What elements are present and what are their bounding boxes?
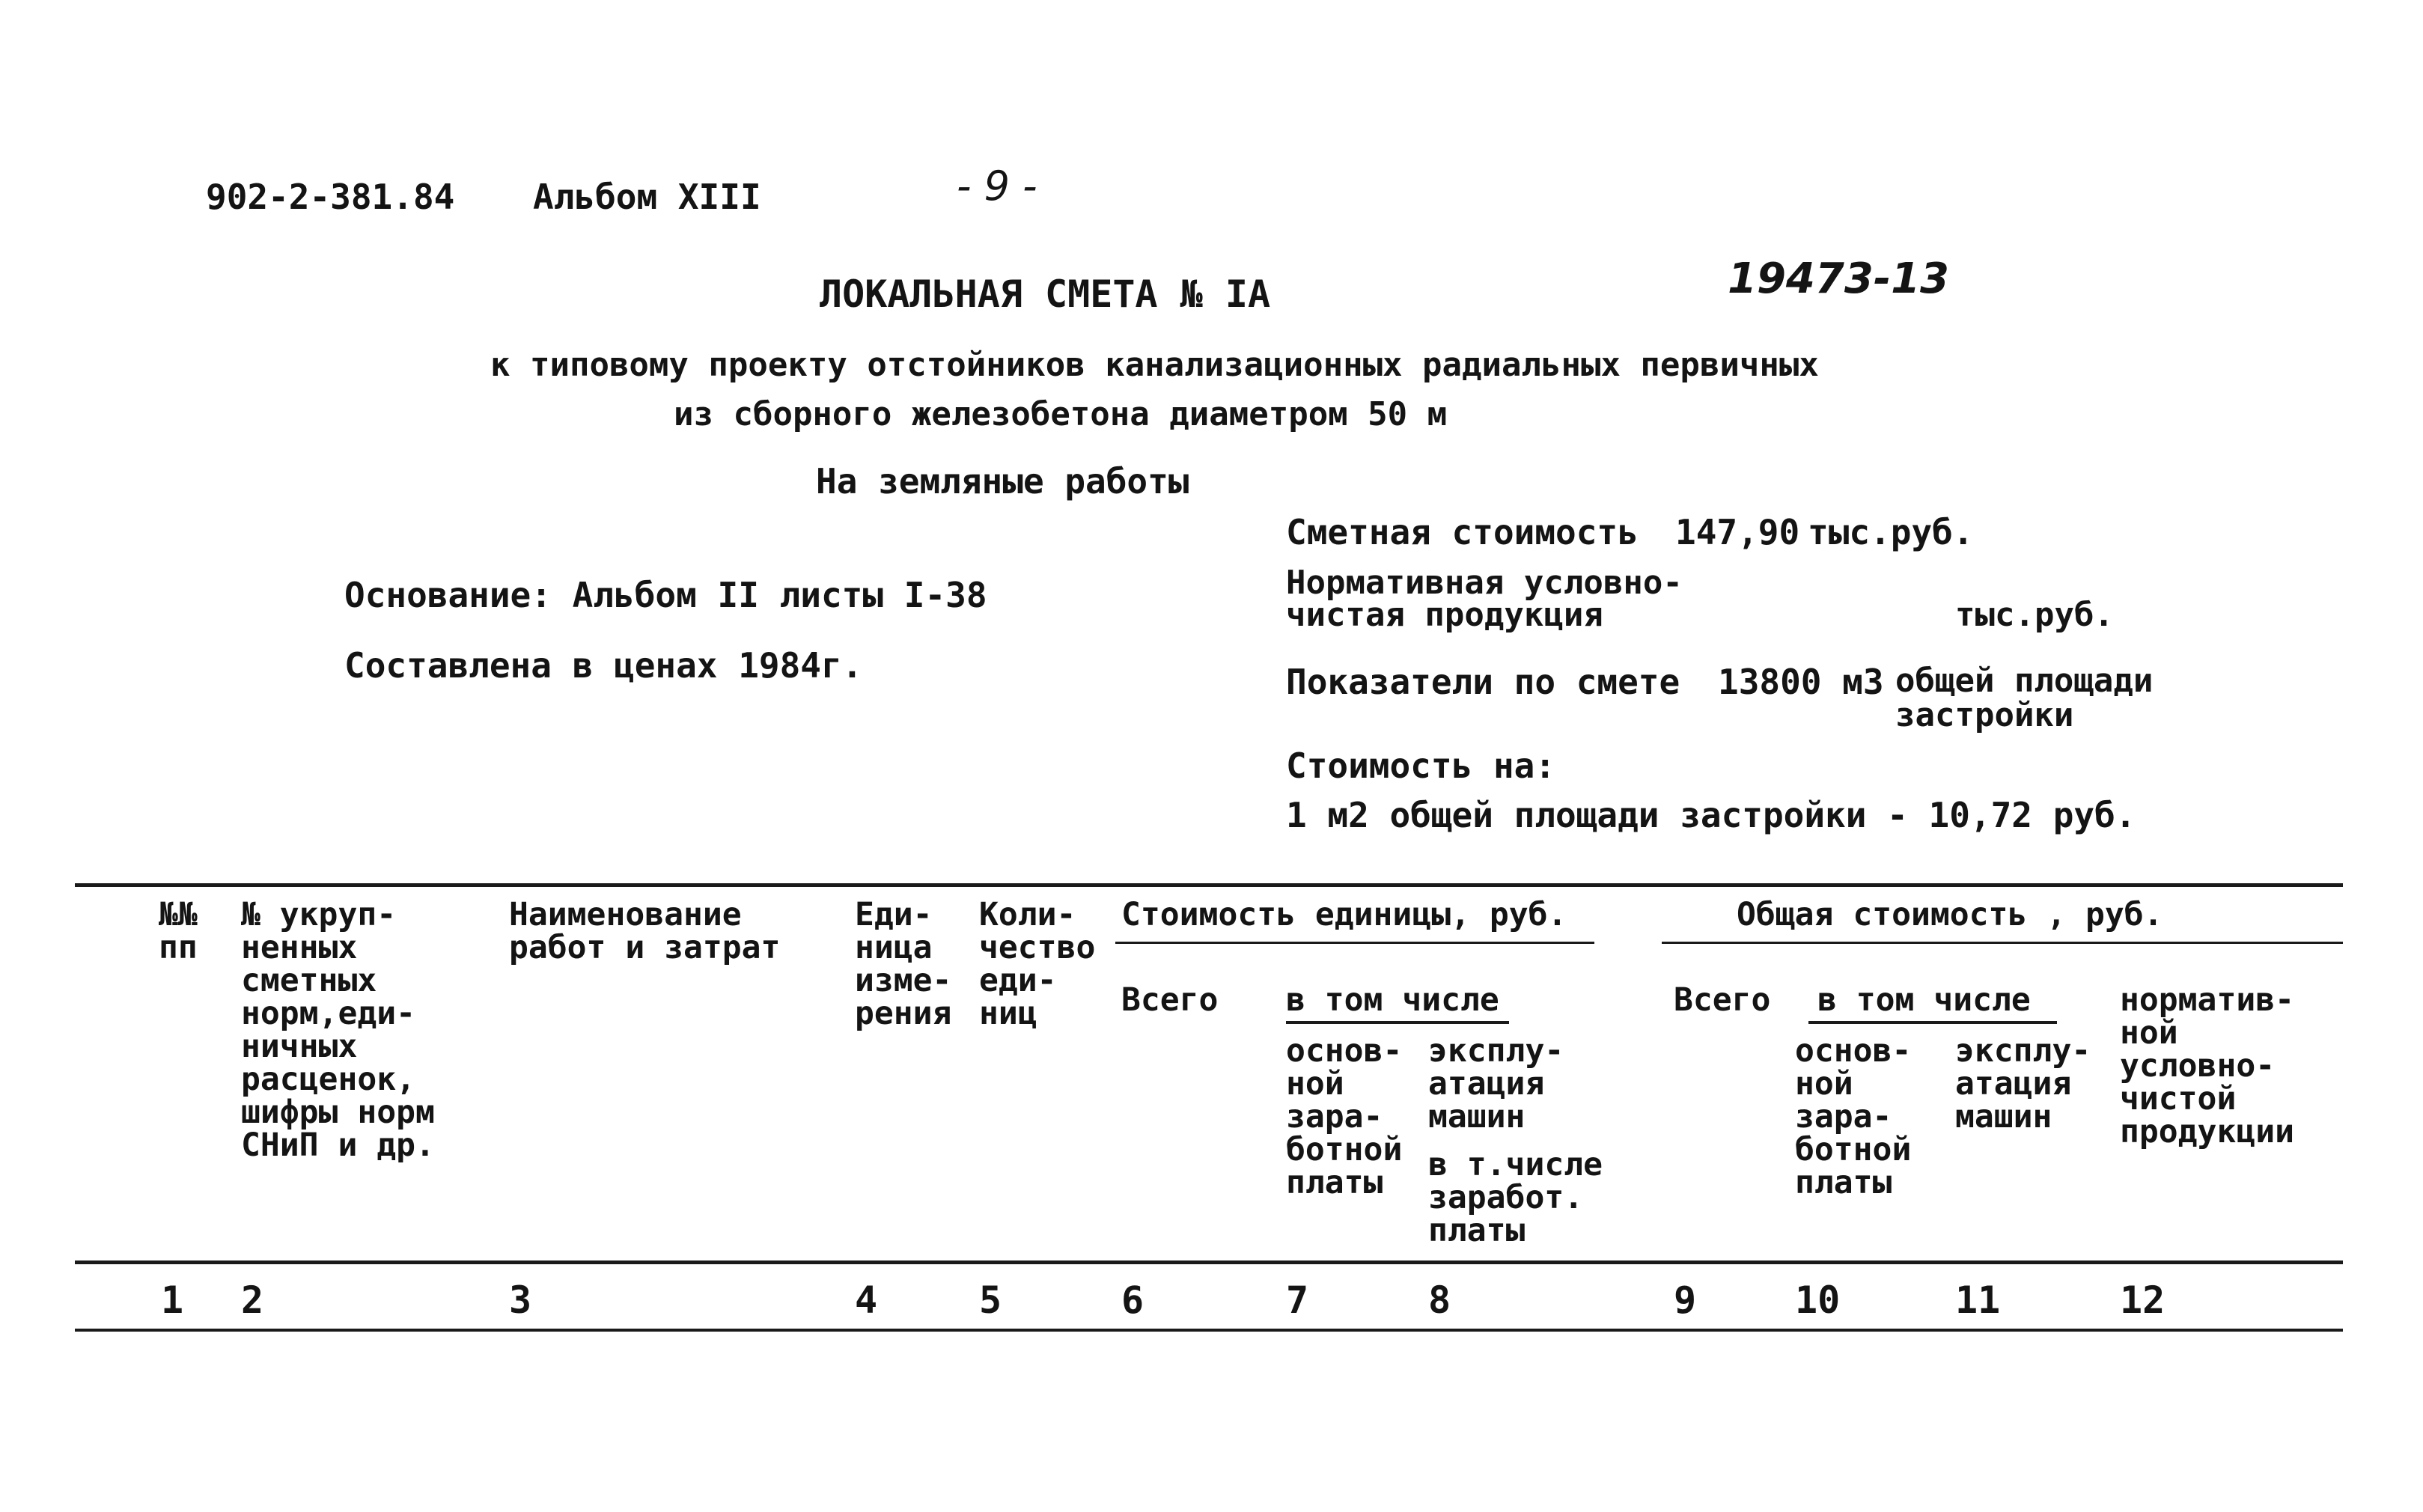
col-unit: Еди- ница изме- рения	[855, 896, 952, 1032]
normative-label-1: Нормативная условно-	[1286, 564, 1683, 602]
col-number-11: 11	[1955, 1278, 2001, 1322]
col-total-wages: основ- ной зара- ботной платы	[1795, 1032, 1912, 1201]
stamp-number: 19473-13	[1728, 254, 1949, 303]
title-line-2: из сборного железобетона диаметром 50 м	[674, 395, 1448, 433]
group-unit-cost: Стоимость единицы, руб.	[1121, 896, 1567, 933]
col-unit-machines-wages: в т.числе заработ. платы	[1428, 1146, 1603, 1249]
normative-label-2: чистая продукция	[1286, 596, 1603, 634]
cost-on-label: Стоимость на:	[1286, 746, 1556, 786]
col-number-10: 10	[1795, 1278, 1841, 1322]
col-total: Всего	[1674, 981, 1771, 1019]
title-line-1: к типовому проекту отстойников канализационных радиальных первичных	[490, 346, 1819, 384]
group-total-cost: Общая стоимость , руб.	[1737, 896, 2163, 933]
col-number-5: 5	[979, 1278, 1002, 1322]
col-number-6: 6	[1121, 1278, 1145, 1322]
col-number-8: 8	[1428, 1278, 1451, 1322]
col-unit-wages: основ- ной зара- ботной платы	[1286, 1032, 1403, 1201]
col-number-3: 3	[509, 1278, 532, 1322]
estimated-cost-label: Сметная стоимость	[1286, 512, 1639, 552]
page-number: - 9 -	[957, 162, 1037, 210]
indicators-desc-2: застройки	[1895, 696, 2074, 734]
table-bottom-rule	[75, 1329, 2343, 1332]
page-title: ЛОКАЛЬНАЯ СМЕТА № IA	[820, 272, 1271, 316]
col-work-name: Наименование работ и затрат	[509, 896, 781, 966]
doc-code: 902-2-381.84	[206, 177, 455, 217]
indicators-label: Показатели по смете	[1286, 662, 1680, 702]
indicators-value: 13800 м3	[1718, 662, 1884, 702]
incl-unit-underline	[1286, 1021, 1509, 1024]
normative-unit: тыс.руб.	[1955, 596, 2114, 634]
estimated-cost-value: 147,90	[1675, 512, 1800, 552]
prices-text: Составлена в ценах 1984г.	[344, 645, 863, 686]
col-number-7: 7	[1286, 1278, 1309, 1322]
col-unit-machines: эксплу- атация машин	[1428, 1032, 1564, 1135]
incl-total-label: в том числе	[1817, 981, 2031, 1019]
col-row-number: №№ пп	[159, 896, 198, 966]
title-line-3: На земляные работы	[816, 461, 1189, 502]
incl-unit-label: в том числе	[1286, 981, 1499, 1019]
cost-per-m2: 1 м2 общей площади застройки - 10,72 руб.	[1286, 795, 2136, 835]
col-number-4: 4	[855, 1278, 878, 1322]
estimated-cost-unit: тыс.руб.	[1808, 512, 1974, 552]
indicators-desc-1: общей площади	[1895, 662, 2154, 700]
col-norm-codes: № укруп- ненных сметных норм,еди- ничных расценок, шифры норм СНиП и др.	[241, 896, 435, 1164]
basis-text: Основание: Альбом II листы I-38	[344, 575, 987, 615]
unit-cost-rule	[1115, 942, 1594, 944]
col-number-1: 1	[161, 1278, 184, 1322]
incl-total-underline	[1808, 1021, 2057, 1024]
col-number-12: 12	[2120, 1278, 2166, 1322]
col-number-2: 2	[241, 1278, 264, 1322]
col-normative-product: норматив- ной условно- чистой продукции	[2120, 981, 2294, 1150]
col-number-9: 9	[1674, 1278, 1697, 1322]
header-bottom-rule	[75, 1260, 2343, 1264]
table-top-rule	[75, 883, 2343, 887]
total-cost-rule	[1662, 942, 2343, 944]
col-unit-total: Всего	[1121, 981, 1219, 1019]
col-total-machines: эксплу- атация машин	[1955, 1032, 2091, 1135]
album-label: Альбом XIII	[533, 177, 761, 217]
col-quantity: Коли- чество еди- ниц	[979, 896, 1096, 1032]
